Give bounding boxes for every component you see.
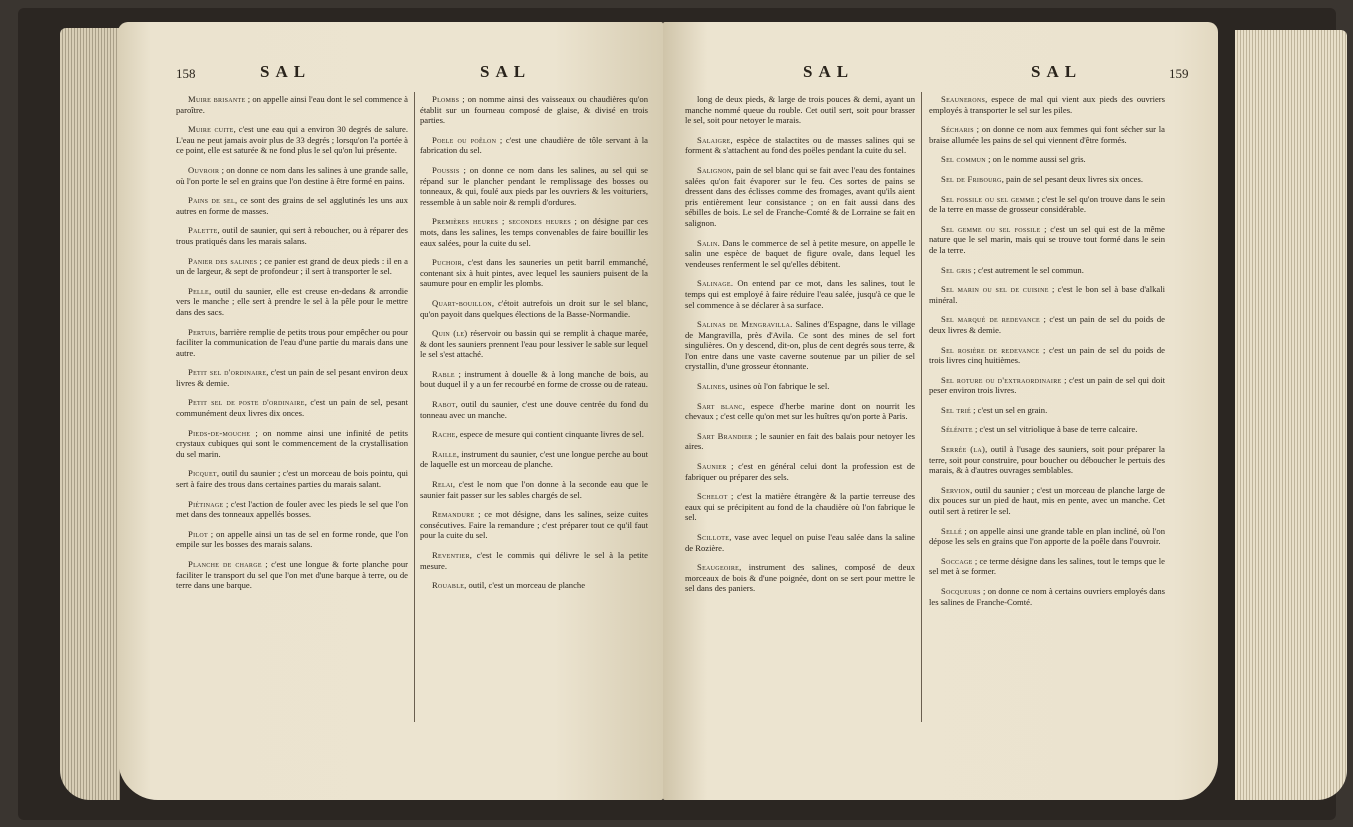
entry-definition: ; ce panier est grand de deux pieds : il en a un de largeur, & sept de profondeur ; il sert à transporter le sel. [176, 255, 408, 277]
entry-term: Raille [432, 448, 457, 459]
entry-definition: ; on appelle ainsi une grande table en plan incliné, où l'on dépose les sels en grains que l'on apporte de la poêle dans l'ouvroir. [929, 525, 1165, 547]
entry-definition: , pain de sel pesant deux livres six onces. [1001, 173, 1143, 184]
entry-definition: ; c'est la matière étrangère & la partie terreuse des eaux qui se précipitent au fond de la chaudière où l'on fabrique le sel. [685, 491, 915, 523]
entry-definition: ; c'est le sel qu'on trouve dans le sein de la terre en masse de grosseur considérable. [929, 193, 1165, 215]
folio-left: 158 [176, 66, 196, 81]
entry-term: Pertuis [188, 326, 216, 337]
entry-definition: ; c'est un sel vitriolique à base de terre calcaire. [972, 424, 1138, 435]
dictionary-entry [176, 468, 408, 489]
entry-term: Quin (le) [432, 328, 468, 339]
left-page [118, 22, 663, 800]
entry-term: Puchoir [432, 257, 462, 268]
entry-definition: ; on appelle ainsi l'eau dont le sel commence à paroître. [176, 94, 408, 115]
entry-definition: ; on donne ce nom aux femmes qui font sécher sur la braise allumée les pains de sel qui viennent d'être formés. [929, 124, 1165, 145]
dictionary-entry [420, 328, 648, 360]
entry-definition: . On entend par ce mot, dans les salines, tout le temps qui est employé à faire réduire l'eau salée, jusqu'à ce que le sel commence à se déclarer à sa surface. [685, 278, 915, 310]
entry-definition: ; c'est autrement le sel commun. [971, 264, 1084, 275]
entry-definition: , barrière remplie de petits trous pour empêcher ou pour faciliter la communication de l'eau d'une partie du marais dans une autre. [176, 326, 408, 358]
dictionary-entry [929, 586, 1165, 607]
dictionary-entry [176, 559, 408, 591]
entry-term: Seaugeoire [697, 562, 740, 573]
entry-definition: , outil du saunier ; c'est un morceau de planche large de dix pouces sur un pied de haut, mis en pente, avec un manche. Cet outil sert à retirer le sel. [929, 484, 1165, 517]
entry-definition: ; c'est un pain de sel du poids de deux livres & demie. [929, 314, 1165, 335]
dictionary-entry [176, 367, 408, 388]
entry-definition: , outil à l'usage des sauniers, soit pour préparer la terre, soit pour construire, pour boucher ou déboucher le pertuis des marais, & à d'autres ouvrages semblables. [929, 444, 1165, 476]
entry-definition: , c'est une eau qui a environ 30 degrés de salure. L'eau ne peut jamais avoir plus de 33 degrés ; lorsqu'on l'a portée à ce point, elle est saturée & ne fond plus le sel qu'on lui présente. [176, 124, 408, 156]
dictionary-entry [685, 381, 915, 392]
dictionary-entry [685, 238, 915, 270]
entry-definition: , outil du saunier, c'est une douve centrée du fond du tonneau avec un manche. [420, 399, 648, 420]
entry-term: Sel de Fribourg [941, 173, 1002, 184]
dictionary-entry [420, 479, 648, 500]
entry-definition: , ce sont des grains de sel agglutinés les uns aux autres en forme de masses. [176, 195, 408, 216]
entry-definition: ; on donne ce nom dans les salines, au sel qui se répand sur le plancher pendant le remplissage des bosses ou tonneaux, & qui, foulé aux pieds par les ouvriers & les voituriers, ressemble à un sable noir & rempli d'ordures. [420, 164, 648, 207]
page-edges-left [60, 28, 120, 800]
dictionary-entry [420, 135, 648, 156]
entry-term: Sécharis [941, 124, 974, 135]
entry-definition: , outil, c'est un morceau de planche [464, 580, 586, 591]
entry-definition: réservoir ou bassin qui se remplit à chaque marée, & dont les sauniers prennent l'eau pour lessiver le sable sur lequel le sel s'est attaché. [420, 328, 648, 360]
dictionary-entry [929, 314, 1165, 335]
entry-definition: , pain de sel blanc qui se fait avec l'eau des fontaines salées qu'on fait évaporer sur le feu. Ces sortes de pains se dressent dans des éclisses comme des fromages, avant qu'ils aient pris entièrement leur consistance ; on en fait aussi dans des sébilles de bois. Le sel de Franche-Comté & de Lorraine se fait en salignon. [685, 164, 915, 228]
dictionary-entry [176, 195, 408, 216]
column-rule-right [921, 92, 922, 722]
entry-term: Petit sel de poste d'ordinaire [188, 397, 305, 408]
entry-term: Salinage [697, 278, 731, 289]
dictionary-entry [929, 345, 1165, 366]
dictionary-entry [929, 265, 1165, 276]
dictionary-entry [685, 278, 915, 310]
entry-term: Schelot [697, 491, 728, 502]
dictionary-entry [685, 562, 915, 594]
entry-term: Socqueurs [941, 586, 981, 596]
entry-definition: . Dans le commerce de sel à petite mesure, on appelle le salin une espèce de baquet de figure ovale, dans lequel les vendeuses renferment le sel qu'elles débitent. [685, 237, 915, 269]
dictionary-entry [929, 424, 1165, 435]
entry-definition: ; c'est l'action de fouler avec les pieds le sel que l'on met dans des tonneaux appellés bosses. [176, 498, 408, 520]
dictionary-entry [420, 550, 648, 571]
entry-term: Serrée (la) [941, 444, 986, 455]
dictionary-entry [929, 444, 1165, 476]
dictionary-entry [420, 94, 648, 126]
entry-term: Sel gris [941, 264, 972, 275]
dictionary-entry [176, 225, 408, 246]
entry-term: Sel marqué de redevance [941, 314, 1041, 325]
dictionary-entry [929, 375, 1165, 396]
entry-term: Reventier [432, 550, 470, 560]
entry-term: Muire brisante [188, 94, 246, 104]
entry-term: Quart-bouillon [432, 297, 492, 308]
running-head-right-a: SAL [803, 62, 855, 81]
dictionary-entry [176, 397, 408, 418]
entry-definition: , c'est un pain de sel, pesant communément deux livres dix onces. [176, 397, 408, 419]
entry-term: Poele ou poêlon [432, 134, 497, 145]
entry-definition: , c'est dans les sauneries un petit barril emmanché, contenant six à huit pintes, avec lequel les sauniers puisent de la saumure pour en emplir les plombs. [420, 257, 648, 289]
dictionary-entry [929, 284, 1165, 305]
entry-term: Sel trié [941, 404, 971, 415]
entry-term: Piétinage [188, 498, 224, 509]
entry-definition: ; on désigne par ces mots, dans les salines, les temps convenables de faire bouillir les eaux salées, pour la cuite du sel. [420, 216, 648, 248]
dictionary-entry [420, 429, 648, 440]
dictionary-entry [929, 485, 1165, 517]
entry-term: Servion [941, 484, 971, 495]
entry-definition: ; ce terme désigne dans les salines, tout le temps que le sel met à se former. [929, 555, 1165, 577]
entry-term: Pelle [188, 285, 209, 296]
entry-term: Salines [697, 381, 726, 392]
entry-definition: , instrument des salines, composé de deux morceaux de bois & d'une poignée, dont on se sert pour mettre le sel dans des paniers. [685, 562, 915, 594]
dictionary-entry [929, 526, 1165, 547]
dictionary-entry [929, 224, 1165, 256]
entry-definition: ; on donne ce nom dans les salines à une grande salle, où l'on porte le sel en grains que l'on destine à être formé en pains. [176, 164, 408, 186]
entry-definition: long de deux pieds, & large de trois pouces & demi, ayant un manche nommé queue du rouble. Cet outil sert, soit pour brasser le sel, soit pour netoyer le marais. [685, 94, 915, 126]
entry-definition: , outil du saunier ; c'est un morceau de bois pointu, qui sert à faire des trous dans certaines parties du marais salant. [176, 468, 408, 490]
entry-definition: ; c'est un sel qui est de la même nature que le sel marin, mais qui se trouve tout formé dans le sein de la terre. [929, 223, 1165, 255]
entry-term: Palette [188, 225, 218, 236]
column-rule-left [414, 92, 415, 722]
entry-term: Sellé [941, 525, 962, 536]
entry-definition: ; c'est un pain de sel du poids de trois livres cinq huitièmes. [929, 344, 1165, 366]
dictionary-entry [176, 327, 408, 359]
entry-definition: , outil de saunier, qui sert à reboucher, ou à réparer des trous pratiqués dans les marais salans. [176, 225, 408, 246]
running-head-right-b: SAL [1031, 62, 1083, 81]
dictionary-entry [176, 529, 408, 550]
entry-term: Petit sel d'ordinaire [188, 367, 267, 378]
entry-term: Saunier [697, 461, 727, 472]
entry-definition: , vase avec lequel on puise l'eau salée dans la saline de Rozière. [685, 532, 915, 553]
entry-definition: , c'est un pain de sel pesant environ deux livres & demie. [176, 367, 408, 388]
dictionary-entry [929, 405, 1165, 416]
dictionary-entry [420, 369, 648, 390]
dictionary-entry [420, 580, 648, 591]
dictionary-entry [685, 94, 915, 126]
dictionary-entry [420, 399, 648, 420]
entry-term: Sart Brandier [697, 430, 753, 441]
entry-definition: ; on donne ce nom à certains ouvriers employés dans les salines de Franche-Comté. [929, 586, 1165, 607]
entry-term: Pieds-de-mouche [188, 427, 251, 438]
dictionary-entry [420, 509, 648, 541]
entry-term: Muire cuite [188, 124, 234, 135]
entry-term: Sel fossile ou sel gemme [941, 193, 1035, 204]
dictionary-entry [420, 449, 648, 470]
entry-term: Rabot [432, 399, 456, 410]
dictionary-entry [420, 216, 648, 248]
page-edges-right [1235, 30, 1347, 800]
entry-term: Picquet [188, 468, 217, 479]
dictionary-entry [685, 431, 915, 452]
right-column-2 [929, 94, 1165, 616]
entry-definition: , outil du saunier, elle est creuse en-dedans & arrondie vers le manche ; elle sert à prendre le sel à la pêle pour le mettre dans des sacs. [176, 285, 408, 317]
entry-term: Sel roture ou d'extraordinaire [941, 374, 1062, 385]
entry-definition: ; on nomme ainsi des vaisseaux ou chaudières qu'on établit sur un fourneau composé de glaise, & divisé en trois parties. [420, 94, 648, 126]
dictionary-entry [420, 298, 648, 319]
dictionary-entry [685, 461, 915, 482]
entry-definition: , espece d'herbe marine dont on nourrit les chevaux ; c'est celle qu'on met sur les huîtres qu'on porte à Paris. [685, 400, 916, 422]
entry-definition: , instrument du saunier, c'est une longue perche au bout de laquelle est un morceau de planche. [420, 448, 648, 470]
dictionary-entry [685, 532, 915, 553]
dictionary-entry [176, 165, 408, 186]
dictionary-entry [929, 174, 1165, 185]
entry-term: Plombs [432, 94, 460, 104]
entry-term: Sart blanc [697, 400, 743, 411]
entry-definition: , c'est le commis qui délivre le sel à la petite mesure. [420, 550, 648, 571]
running-head-left-a: SAL [260, 62, 312, 81]
entry-definition: ; le saunier en fait des balais pour netoyer les aires. [685, 430, 915, 452]
entry-term: Remandure [432, 509, 475, 520]
left-column-1 [176, 94, 408, 600]
dictionary-entry [420, 165, 648, 207]
entry-definition: , espece de mesure qui contient cinquante livres de sel. [455, 429, 644, 440]
dictionary-entry [929, 556, 1165, 577]
entry-term: Rable [432, 368, 455, 379]
entry-definition: ; c'est le bon sel à base d'alkali minéral. [929, 284, 1165, 305]
entry-term: Salin [697, 237, 718, 248]
entry-term: Soccage [941, 555, 973, 566]
entry-definition: ; c'est une longue & forte planche pour faciliter le transport du sel que l'on met d'une barque à terre, ou de terre dans une barque. [176, 559, 408, 591]
entry-term: Sel marin ou sel de cuisine [941, 284, 1049, 295]
dictionary-entry [176, 256, 408, 277]
entry-term: Salinas de Mengravilla [697, 319, 791, 330]
dictionary-entry [929, 124, 1165, 145]
dictionary-entry [929, 154, 1165, 165]
dictionary-entry [176, 286, 408, 318]
dictionary-entry [685, 401, 915, 422]
dictionary-entry [929, 94, 1165, 115]
entry-definition: ; on nomme ainsi une infinité de petits crystaux cubiques qui sont le commencement de la crystallisation du sel marin. [176, 427, 408, 459]
entry-definition: ; ce mot désigne, dans les salines, seize cuites consécutives. Faire la remandure ; c'est préparer tout ce qu'il faut pour la cuite du sel. [420, 509, 648, 541]
entry-definition: ; on le nomme aussi sel gris. [985, 154, 1086, 165]
dictionary-entry [176, 124, 408, 156]
entry-term: Poussis [432, 164, 460, 175]
dictionary-entry [929, 194, 1165, 215]
entry-definition: , usines où l'on fabrique le sel. [725, 381, 830, 392]
dictionary-entry [176, 94, 408, 115]
running-head-left-b: SAL [480, 62, 532, 81]
right-column-1 [685, 94, 915, 603]
entry-term: Planche de charge [188, 559, 262, 569]
entry-definition: , espece de mal qui vient aux pieds des ouvriers employés à transporter le sel sur les piles. [929, 94, 1165, 115]
entry-definition: ; c'est une chaudière de tôle servant à la fabrication du sel. [420, 134, 648, 156]
entry-term: Rouable [432, 580, 465, 591]
entry-term: Panier des salines [188, 255, 258, 266]
dictionary-entry [176, 428, 408, 460]
dictionary-entry [685, 319, 915, 372]
entry-definition: ; c'est en général celui dont la profession est de fabriquer ou préparer des sels. [685, 461, 915, 482]
entry-term: Scillote [697, 532, 730, 542]
entry-definition: , espèce de stalactites ou de masses salines qui se forment & s'attachent au fond des poëles pendant la cuite du sel. [685, 134, 915, 156]
entry-definition: , c'est le nom que l'on donne à la seconde eau que le saunier fait passer sur les sables chargés de sel. [420, 479, 648, 500]
entry-definition: ; c'est un sel en grain. [971, 404, 1048, 415]
left-column-2 [420, 94, 648, 600]
entry-term: Ouvroir [188, 164, 220, 175]
entry-term: Premières heures ; secondes heures [432, 216, 571, 227]
entry-term: Sélénite [941, 424, 973, 435]
entry-term: Rache [432, 429, 456, 440]
entry-term: Salignon [697, 164, 732, 175]
entry-term: Relai [432, 479, 453, 490]
entry-term: Pilot [188, 528, 208, 539]
dictionary-entry [176, 499, 408, 520]
entry-definition: ; c'est un pain de sel qui doit peser environ trois livres. [929, 374, 1165, 396]
entry-term: Sel gemme ou sel fossile [941, 223, 1041, 234]
entry-term: Pains de sel [188, 195, 235, 206]
right-page [663, 22, 1218, 800]
entry-term: Salaigre [697, 134, 731, 145]
entry-definition: ; instrument à douelle & à long manche de bois, au bout duquel il y a un fer recourbé en forme de crosse ou de rateau. [420, 368, 648, 390]
dictionary-entry [420, 257, 648, 289]
dictionary-entry [685, 165, 915, 229]
entry-definition: ; on appelle ainsi un tas de sel en forme ronde, que l'on empile sur les bosses des marais salans. [176, 528, 408, 550]
entry-definition: . Salines d'Espagne, dans le village de Mangravilla, près d'Avila. Ce sont des mines de sel fort singulières. On y descend, dit-on, plus de cent degrés sous terre, & l'on entre dans une vaste caverne soutenue par un pilier de sel crystallin, d'une grosseur étonnante. [685, 319, 916, 372]
entry-term: Seaunerons [941, 94, 986, 104]
entry-term: Sel rosière de redevance [941, 344, 1040, 355]
entry-term: Sel commun [941, 154, 986, 165]
folio-right: 159 [1169, 66, 1189, 81]
entry-definition: , c'étoit autrefois un droit sur le sel blanc, qu'on payoit dans quelques élections de la Basse-Normandie. [420, 297, 648, 319]
dictionary-entry [685, 135, 915, 156]
dictionary-entry [685, 491, 915, 523]
